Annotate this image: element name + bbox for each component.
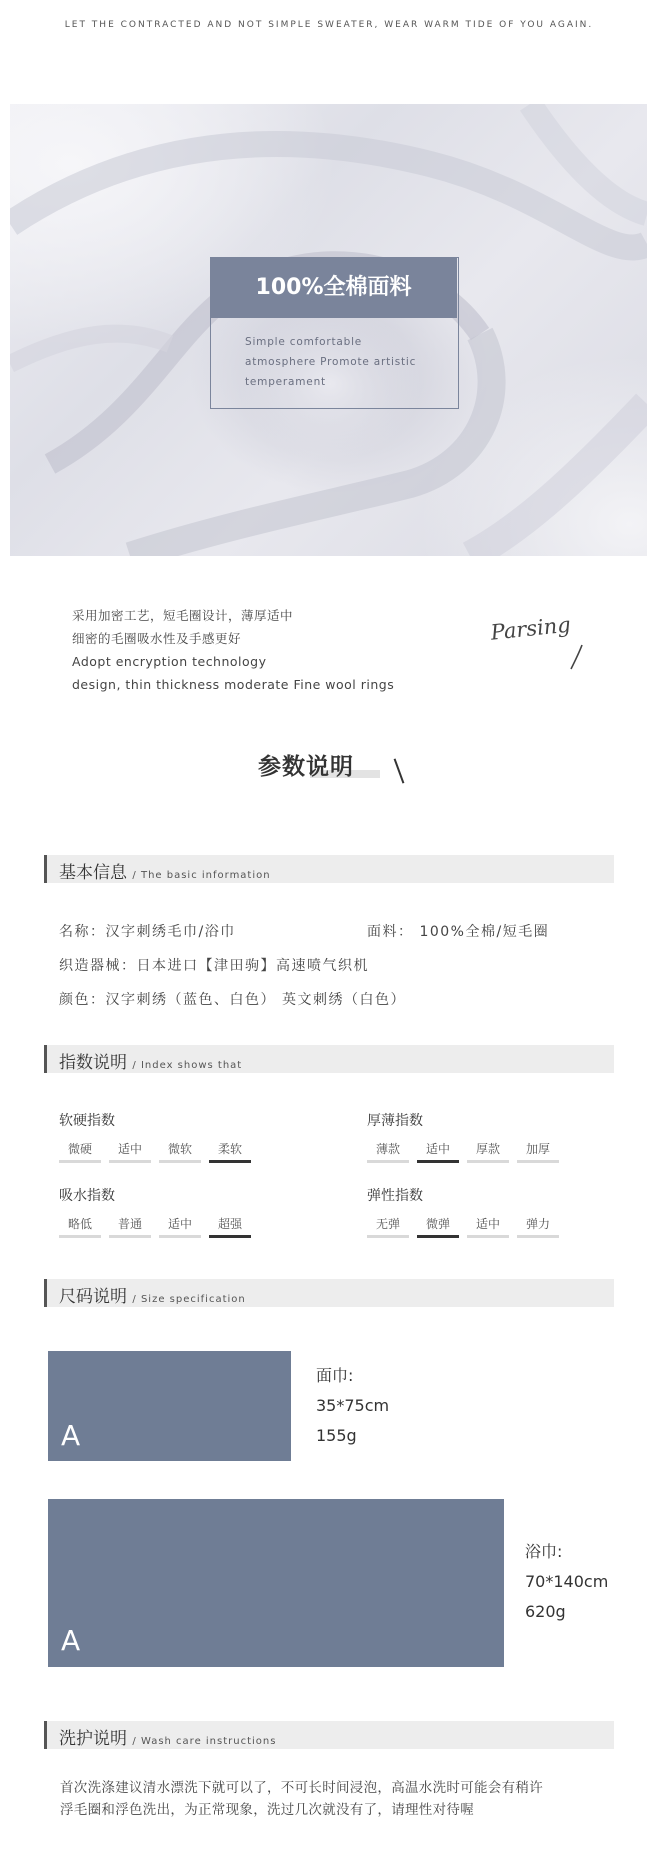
softness-option: 微硬 — [59, 1140, 101, 1163]
section-title-en: / The basic information — [132, 870, 271, 881]
bath-towel-dims: 70*140cm — [525, 1572, 609, 1591]
thickness-option-selected: 适中 — [417, 1140, 459, 1163]
thickness-option: 薄款 — [367, 1140, 409, 1163]
section-marker — [44, 1721, 47, 1749]
face-towel-letter: A — [61, 1419, 81, 1452]
face-towel-spec — [316, 1361, 389, 1451]
bath-towel-weight: 620g — [525, 1602, 566, 1621]
intro-line: Adopt encryption technology — [72, 654, 267, 669]
wash-title — [59, 1724, 276, 1749]
intro-line: 细密的毛圈吸水性及手感更好 — [72, 631, 242, 646]
signature-text: Parsing — [489, 612, 572, 645]
softness-label: 软硬指数 — [59, 1113, 115, 1129]
product-name: 名称：汉字刺绣毛巾/浴巾 — [59, 924, 236, 940]
hero-subtitle — [245, 332, 445, 392]
bath-towel-swatch — [48, 1499, 504, 1667]
section-marker — [44, 1279, 47, 1307]
product-color: 颜色：汉字刺绣（蓝色、白色） 英文刺绣（白色） — [59, 992, 406, 1008]
section-marker — [44, 855, 47, 883]
index-title — [59, 1048, 242, 1073]
absorbency-label: 吸水指数 — [59, 1188, 115, 1204]
wash-line: 首次洗涤建议清水漂洗下就可以了，不可长时间浸泡，高温水洗时可能会有稍许 — [60, 1780, 543, 1796]
hero-subtitle-line: atmosphere Promote artistic — [245, 356, 417, 368]
bath-towel-name: 浴巾: — [525, 1542, 563, 1561]
section-title-cn: 指数说明 — [59, 1053, 127, 1073]
hero-subtitle-line: temperament — [245, 376, 326, 388]
hero-image — [10, 104, 647, 556]
softness-option-selected: 柔软 — [209, 1140, 251, 1163]
wash-line: 浮毛圈和浮色洗出，为正常现象，洗过几次就没有了，请理性对待喔 — [60, 1802, 474, 1818]
elasticity-option: 无弹 — [367, 1215, 409, 1238]
product-fabric: 面料： 100%全棉/短毛圈 — [367, 924, 550, 940]
params-title: 参数说明 — [258, 754, 354, 780]
product-machine: 织造器械：日本进口【津田驹】高速喷气织机 — [59, 958, 369, 974]
basic-info-title — [59, 858, 271, 883]
absorbency-option-selected: 超强 — [209, 1215, 251, 1238]
title-slash — [394, 758, 405, 783]
hero-subtitle-line: Simple comfortable — [245, 336, 363, 348]
section-title-en: / Wash care instructions — [132, 1736, 277, 1747]
absorbency-option: 适中 — [159, 1215, 201, 1238]
face-towel-swatch — [48, 1351, 291, 1461]
softness-option: 微软 — [159, 1140, 201, 1163]
intro-text — [72, 604, 394, 696]
hero-title: 100%全棉面料 — [210, 257, 457, 318]
bath-towel-letter: A — [61, 1624, 81, 1657]
intro-line: design, thin thickness moderate Fine wool rings — [72, 677, 395, 692]
section-marker — [44, 1045, 47, 1073]
section-title-cn: 基本信息 — [59, 863, 127, 883]
elasticity-option: 弹力 — [517, 1215, 559, 1238]
absorbency-option: 略低 — [59, 1215, 101, 1238]
thickness-option: 厚款 — [467, 1140, 509, 1163]
section-title-en: / Index shows that — [132, 1060, 243, 1071]
elasticity-label: 弹性指数 — [367, 1188, 423, 1204]
section-title-en: / Size specification — [132, 1294, 246, 1305]
signature — [487, 603, 597, 677]
bath-towel-spec — [525, 1537, 608, 1627]
face-towel-name: 面巾: — [316, 1366, 354, 1385]
thickness-label: 厚薄指数 — [367, 1113, 423, 1129]
wash-instructions — [60, 1777, 620, 1821]
size-title — [59, 1282, 246, 1307]
face-towel-weight: 155g — [316, 1426, 357, 1445]
section-title-cn: 尺码说明 — [59, 1287, 127, 1307]
section-title-cn: 洗护说明 — [59, 1729, 127, 1749]
tagline: LET THE CONTRACTED AND NOT SIMPLE SWEATER, WEAR WARM TIDE OF YOU AGAIN. — [64, 20, 594, 30]
face-towel-dims: 35*75cm — [316, 1396, 390, 1415]
softness-option: 适中 — [109, 1140, 151, 1163]
thickness-option: 加厚 — [517, 1140, 559, 1163]
absorbency-option: 普通 — [109, 1215, 151, 1238]
elasticity-option: 适中 — [467, 1215, 509, 1238]
elasticity-option-selected: 微弹 — [417, 1215, 459, 1238]
intro-line: 采用加密工艺，短毛圈设计，薄厚适中 — [72, 608, 294, 623]
